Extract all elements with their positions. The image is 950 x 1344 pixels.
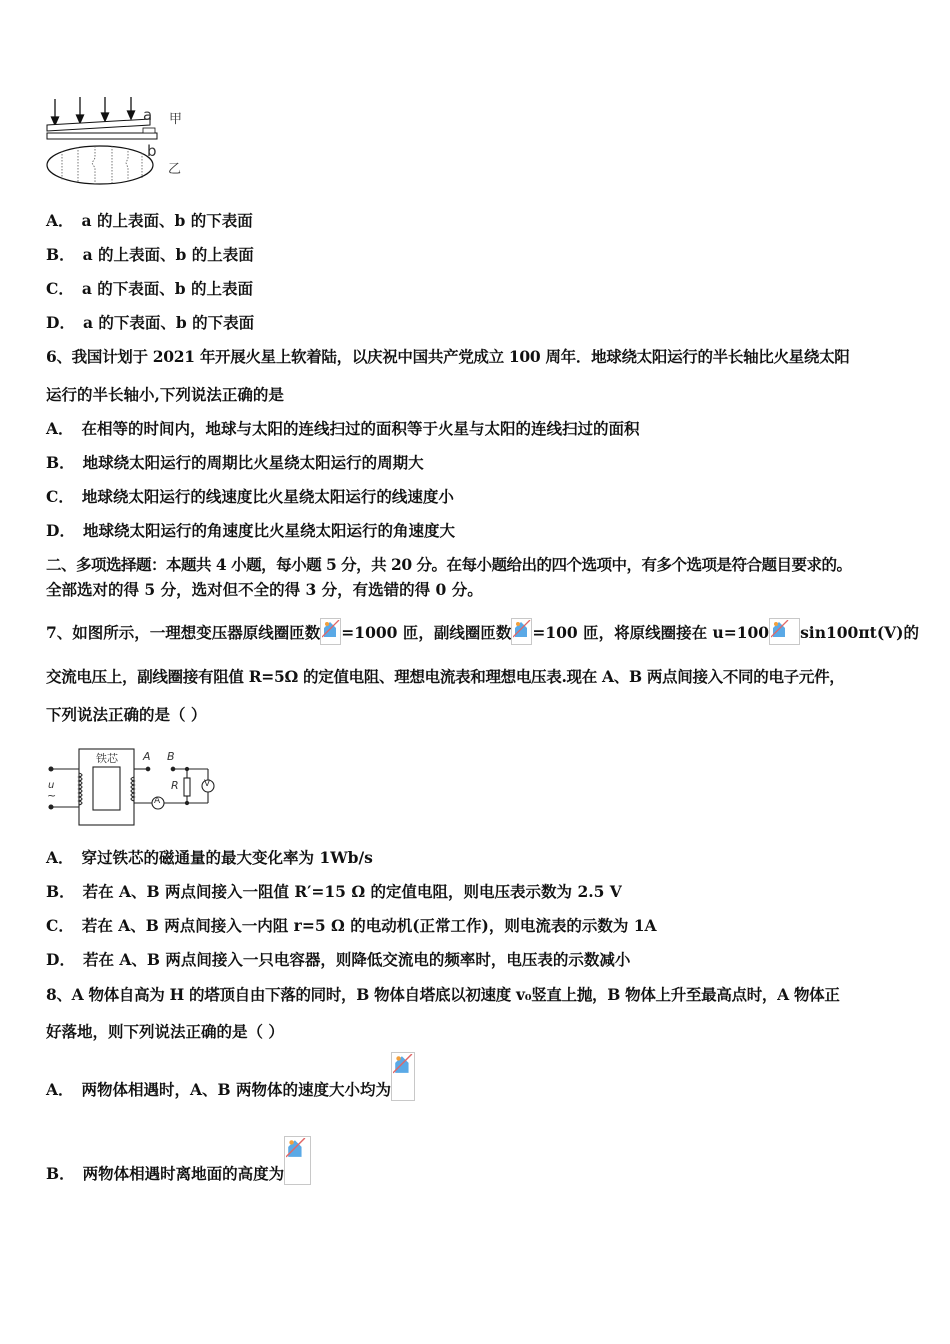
q8-option-b: [46, 1136, 311, 1199]
label-yi: 乙: [168, 162, 182, 177]
q6-stem-line2: 运行的半长轴小,下列说法正确的是: [46, 385, 284, 404]
section2-heading-line2: 全部选对的得 5 分，选对但不全的得 3 分，有选错的得 0 分。: [46, 580, 483, 599]
q7-option-a: [46, 848, 373, 868]
voltage-source-label: u: [48, 780, 55, 791]
option-text: a 的上表面、b 的下表面: [81, 211, 253, 230]
q8-option-a: [46, 1052, 415, 1115]
option-label: C．: [46, 487, 74, 506]
option-text: a 的下表面、b 的上表面: [81, 279, 254, 298]
label-jia: 甲: [169, 112, 183, 127]
label-a: a: [143, 106, 153, 124]
broken-image-icon: [511, 618, 532, 645]
ammeter-symbol: A: [154, 796, 161, 806]
q7-option-b: [46, 882, 622, 902]
option-label: B．: [46, 453, 75, 472]
wedge-interference-diagram: [40, 95, 160, 190]
option-label: B．: [46, 1164, 75, 1183]
option-text: 若在 A、B 两点间接入一只电容器，则降低交流电的频率时，电压表的示数减小: [82, 950, 631, 969]
q7-option-d: [46, 950, 630, 970]
option-text: 两物体相遇时，A、B 两物体的速度大小均为: [81, 1080, 392, 1099]
option-label: B．: [46, 245, 75, 264]
label-b: b: [147, 142, 157, 160]
q7-stem-part3: =100 匝，将原线圈接在 u=100: [532, 623, 770, 642]
q6-option-a: [46, 419, 640, 439]
core-label: 铁芯: [96, 752, 118, 765]
q8-stem-line1: 8、A 物体自高为 H 的塔顶自由下落的同时，B 物体自塔底以初速度 v₀竖直上抛，B 物体上升至最高点时，A 物体正: [46, 985, 840, 1004]
terminal-a-label: A: [143, 750, 151, 763]
q8-stem-line2: 好落地，则下列说法正确的是（ ）: [46, 1022, 284, 1041]
broken-image-icon: [769, 618, 800, 645]
q7-option-c: [46, 916, 657, 936]
option-label: D．: [46, 313, 75, 332]
ac-symbol: ~: [47, 789, 57, 802]
option-label: C．: [46, 279, 74, 298]
option-label: D．: [46, 950, 75, 969]
transformer-circuit-figure: [42, 745, 222, 833]
q5-option-a: [46, 211, 253, 231]
option-label: A．: [46, 1080, 74, 1099]
option-text: 地球绕太阳运行的线速度比火星绕太阳运行的线速度小: [81, 487, 454, 506]
terminal-b-label: B: [167, 750, 175, 763]
q7-stem-line2: 交流电压上，副线圈接有阻值 R=5Ω 的定值电阻、理想电流表和理想电压表.现在 A、B 两点间接入不同的电子元件，: [46, 667, 845, 686]
q6-stem-line1: 6、我国计划于 2021 年开展火星上软着陆，以庆祝中国共产党成立 100 周年．地球绕太阳运行的半长轴比火星绕太阳: [46, 347, 850, 366]
q6-option-d: [46, 521, 455, 541]
option-label: A．: [46, 211, 74, 230]
option-label: C．: [46, 916, 74, 935]
section2-heading-line1: 二、多项选择题：本题共 4 小题，每小题 5 分，共 20 分。在每小题给出的四个选项中，有多个选项是符合题目要求的。: [46, 555, 852, 574]
q5-option-b: [46, 245, 254, 265]
option-text: 地球绕太阳运行的角速度比火星绕太阳运行的角速度大: [82, 521, 455, 540]
option-text: 两物体相遇时离地面的高度为: [82, 1164, 285, 1183]
q7-stem-part4: sin100πt(V)的: [800, 623, 920, 642]
q6-option-c: [46, 487, 454, 507]
option-label: A．: [46, 419, 74, 438]
broken-image-icon: [391, 1052, 415, 1101]
broken-image-icon: [284, 1136, 311, 1185]
q6-option-b: [46, 453, 424, 473]
q5-option-c: [46, 279, 253, 299]
q7-stem-part1: 7、如图所示，一理想变压器原线圈匝数: [46, 623, 321, 642]
q7-stem-part2: =1000 匝，副线圈匝数: [341, 623, 512, 642]
option-text: 在相等的时间内，地球与太阳的连线扫过的面积等于火星与太阳的连线扫过的面积: [81, 419, 640, 438]
option-text: 地球绕太阳运行的周期比火星绕太阳运行的周期大: [82, 453, 424, 472]
voltmeter-symbol: V: [204, 779, 211, 789]
q5-option-d: [46, 313, 254, 333]
option-label: A．: [46, 848, 74, 867]
transformer-circuit-diagram: [42, 745, 222, 833]
option-label: B．: [46, 882, 75, 901]
q7-stem-line1: [46, 618, 919, 643]
option-label: D．: [46, 521, 75, 540]
resistor-label: R: [171, 779, 179, 792]
q7-stem-line3: 下列说法正确的是（ ）: [46, 705, 207, 724]
option-text: a 的下表面、b 的下表面: [82, 313, 255, 332]
option-text: a 的上表面、b 的上表面: [82, 245, 254, 264]
option-text: 若在 A、B 两点间接入一阻值 R′=15 Ω 的定值电阻，则电压表示数为 2.5 V: [82, 882, 622, 901]
interference-figure: [40, 95, 200, 190]
option-text: 穿过铁芯的磁通量的最大变化率为 1Wb/s: [81, 848, 373, 867]
broken-image-icon: [320, 618, 341, 645]
option-text: 若在 A、B 两点间接入一内阻 r=5 Ω 的电动机(正常工作)，则电流表的示数为 1A: [81, 916, 657, 935]
